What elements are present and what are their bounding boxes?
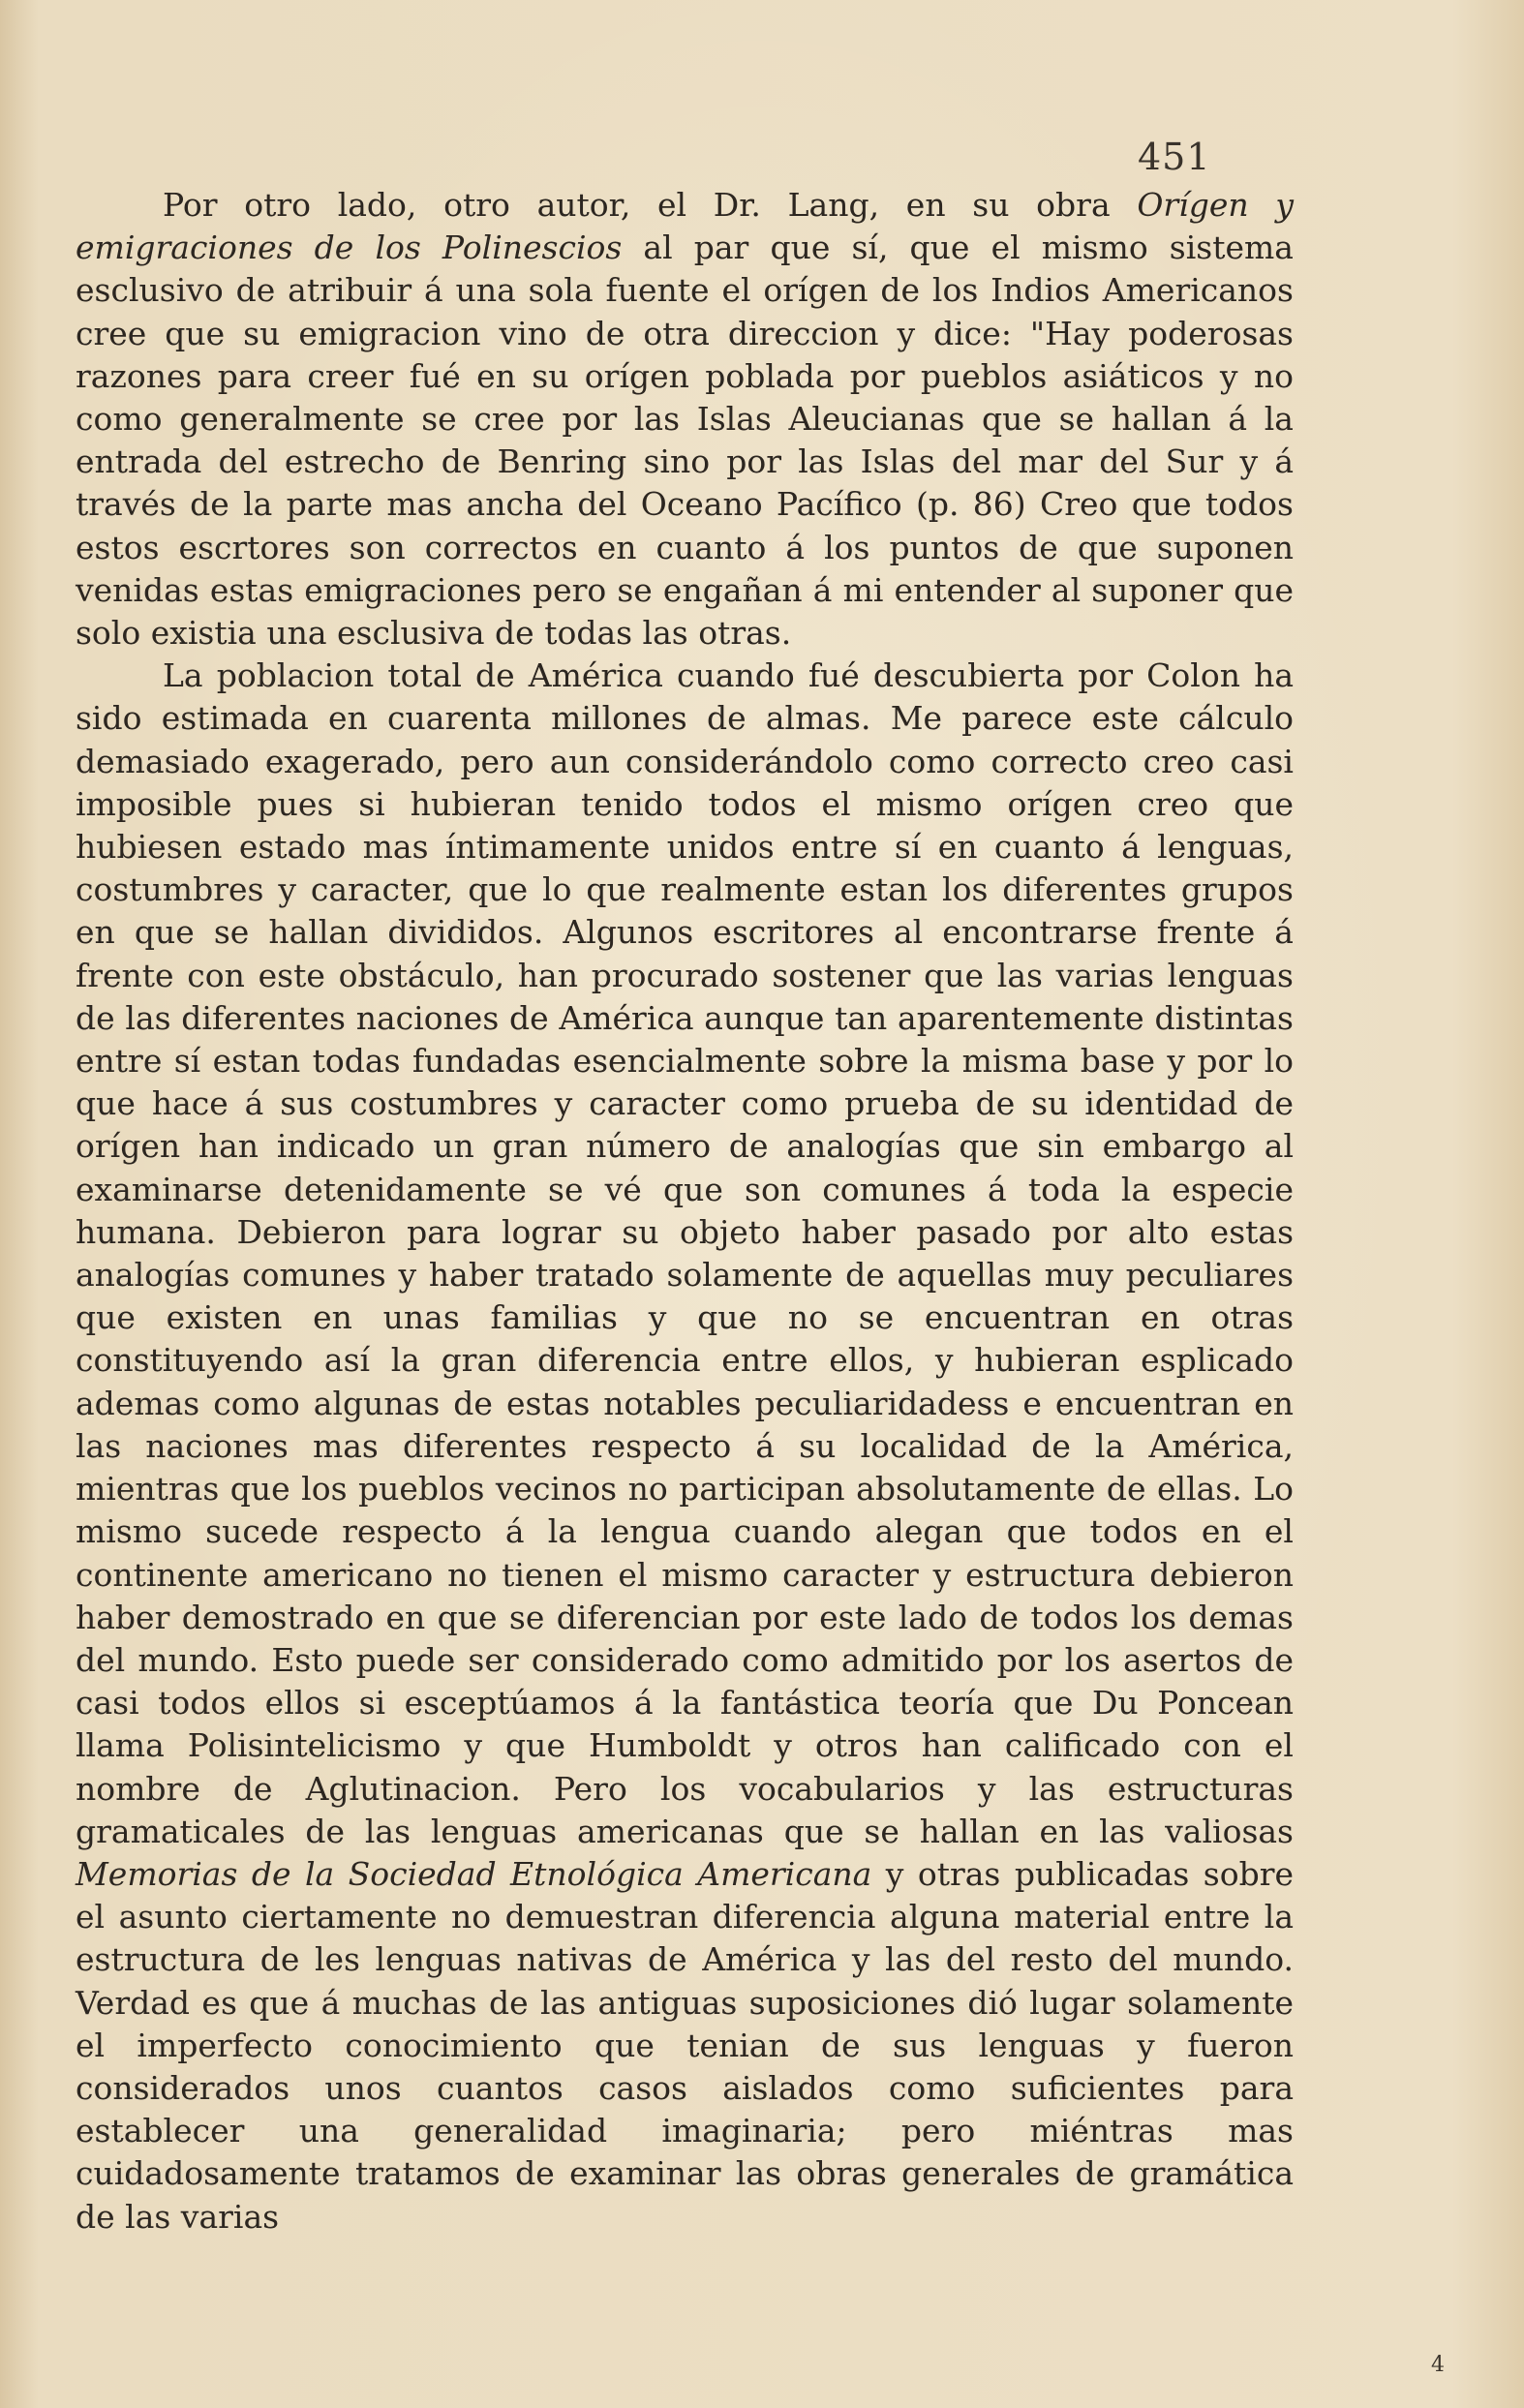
footer-mark: 4: [1431, 2353, 1445, 2377]
paragraph-1: [76, 184, 1294, 655]
body-text: [76, 145, 1294, 2239]
book-title-origen: Orígen y emigraciones de los Polinescios: [76, 186, 1294, 267]
page-number: 451: [1138, 136, 1211, 178]
paragraph-2-segment-3: y otras publicadas sobre el asunto ciertamente no demuestran diferencia alguna material entre la estructura de les lenguas nativas de América y las del resto del mundo. Verdad es que á muchas de las antiguas suposiciones dió lugar solamente el imperfecto conocimiento que tenian de sus lenguas y fueron considerados unos cuantos casos aislados como suficientes para establecer una generalidad imaginaria; pero miéntras mas cuidadosamente tratamos de examinar las obras generales de gramática de las varias: [76, 1854, 1294, 2236]
paragraph-1-segment-1: Por otro lado, otro autor, el Dr. Lang, en su obra: [163, 186, 1138, 224]
book-title-memorias: Memorias de la Sociedad Etnológica Americana: [76, 1854, 872, 1893]
paragraph-2: [76, 655, 1294, 2239]
paragraph-1-segment-3: al par que sí, que el mismo sistema esclusivo de atribuir á una sola fuente el orígen de los Indios Americanos cree que su emigracion vino de otra direccion y dice: "Hay poderosas razones para creer fué en su orígen poblada por pueblos asiáticos y no como generalmente se cree por las Islas Aleucianas que se hallan á la entrada del estrecho de Benring sino por las Islas del mar del Sur y á través de la parte mas ancha del Oceano Pacífico (p. 86) Creo que todos estos escrtores son correctos en cuanto á los puntos de que suponen venidas estas emigraciones pero se engañan á mi entender al suponer que solo existia una esclusiva de todas las otras.: [76, 229, 1294, 653]
paragraph-2-segment-1: La poblacion total de América cuando fué descubierta por Colon ha sido estimada en cuarenta millones de almas. Me parece este cálculo demasiado exagerado, pero aun considerándolo como correcto creo casi imposible pues si hubieran tenido todos el mismo orígen creo que hubiesen estado mas íntimamente unidos entre sí en cuanto á lenguas, costumbres y caracter, que lo que realmente estan los diferentes grupos en que se hallan divididos. Algunos escritores al encontrarse frente á frente con este obstáculo, han procurado sostener que las varias lenguas de las diferentes naciones de América aunque tan aparentemente distintas entre sí estan todas fundadas esencialmente sobre la misma base y por lo que hace á sus costumbres y caracter como prueba de su identidad de orígen han indicado un gran número de analogías que sin embargo al examinarse detenidamente se vé que son comunes á toda la especie humana. Debieron para lograr su objeto haber pasado por alto estas analogías comunes y haber tratado solamente de aquellas muy peculiares que existen en unas familias y que no se encuentran en otras constituyendo así la gran diferencia entre ellos, y hubieran esplicado ademas como algunas de estas notables peculiaridadess e encuentran en las naciones mas diferentes respecto á su localidad de la América, mientras que los pueblos vecinos no participan absolutamente de ellas. Lo mismo sucede respecto á la lengua cuando alegan que todos en el continente americano no tienen el mismo caracter y estructura debieron haber demostrado en que se diferencian por este lado de todos los demas del mundo. Esto puede ser considerado como admitido por los asertos de casi todos ellos si esceptúamos á la fantástica teoría que Du Poncean llama Polisintelicismo y que Humboldt y otros han calificado con el nombre de Aglutinacion. Pero los vocabularios y las estructuras gramaticales de las lenguas americanas que se hallan en las valiosas: [76, 656, 1294, 1850]
